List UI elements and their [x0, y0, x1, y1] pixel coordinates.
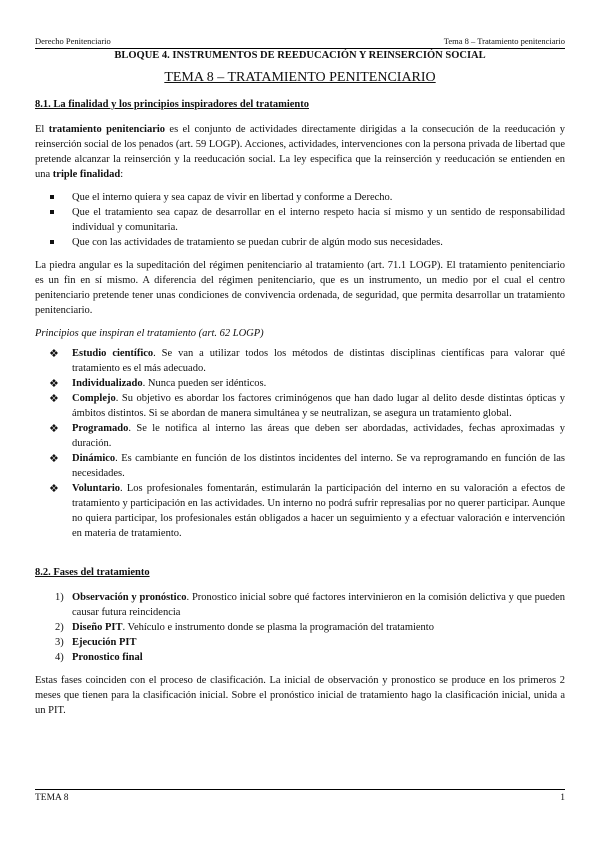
list-item: [35, 635, 565, 650]
list-item: [35, 481, 565, 541]
text-run: :: [120, 169, 124, 180]
diamond-bullet-icon: ❖: [49, 482, 59, 495]
finalidad-list: [35, 190, 565, 250]
bloque-heading: BLOQUE 4. INSTRUMENTOS DE REEDUCACIÓN Y REINSERCIÓN SOCIAL: [114, 50, 486, 61]
principio-name: Estudio científico: [72, 348, 154, 359]
tema-title: TEMA 8 – TRATAMIENTO PENITENCIARIO: [164, 70, 436, 85]
fases-list: [35, 590, 565, 665]
list-item: [35, 421, 565, 451]
principio-text: . Es cambiante en función de los distintos incidentes del interno. Se va reprogramando en función de las necesidades.: [72, 453, 565, 479]
page-footer: [35, 789, 565, 804]
list-item: [35, 346, 565, 376]
fase-name: Pronostico final: [72, 652, 143, 663]
item-number: 2): [55, 622, 64, 633]
diamond-bullet-icon: ❖: [49, 422, 59, 435]
fase-name: Observación y pronóstico: [72, 592, 187, 603]
principio-name: Individualizado: [72, 378, 143, 389]
fase-name: Diseño PIT: [72, 622, 123, 633]
text-run: es el conjunto de actividades directamente dirigidas a la consecución de la reeducación y reinserción social de los penados (art. 59 LOGP). Acciones, actividades, intervenciones con la persona privada de libertad que pretende alcanzar la reinserción y la reeducación social. La ley especifica que la reinserción y reeducación se entienden en una: [35, 124, 565, 180]
list-item: Que el interno quiera y sea capaz de vivir en libertad y conforme a Derecho.: [35, 190, 565, 205]
principio-name: Dinámico: [72, 453, 116, 464]
list-item: Que el tratamiento sea capaz de desarrollar en el interno respeto hacia sí mismo y un sentido de responsabilidad individual y comunitaria.: [35, 205, 565, 235]
section-heading-8-2: 8.2. Fases del tratamiento: [35, 567, 150, 578]
item-number: 1): [55, 592, 64, 603]
principio-name: Complejo: [72, 393, 116, 404]
list-item: Que con las actividades de tratamiento se puedan cubrir de algún modo sus necesidades.: [35, 235, 565, 250]
fase-text: . Pronostico inicial sobre qué factores intervinieron en la comisión delictiva y que pueden causar futura reincidencia: [72, 592, 565, 618]
list-item: [35, 620, 565, 635]
content: [35, 97, 565, 726]
diamond-bullet-icon: ❖: [49, 452, 59, 465]
principio-text: . Nunca pueden ser idénticos.: [142, 378, 267, 389]
page-number: 1: [560, 793, 565, 803]
paragraph-definicion: [35, 122, 565, 182]
list-item: [35, 650, 565, 665]
item-number: 4): [55, 652, 64, 663]
fase-text: . Vehículo e instrumento donde se plasma la programación del tratamiento: [122, 622, 434, 633]
diamond-bullet-icon: ❖: [49, 392, 59, 405]
header-right: Tema 8 – Tratamiento penitenciario: [443, 36, 565, 46]
paragraph-clasificacion: Estas fases coinciden con el proceso de clasificación. La inicial de observación y pronostico se produce en los primeros 2 meses que tienen para la clasificación inicial. Sobre el pronóstico inicial de tratamiento hago la clasificación inicial, unida a un PIT.: [35, 675, 565, 716]
bold-term: tratamiento penitenciario: [48, 124, 166, 135]
section-heading-8-1: 8.1. La finalidad y los principios inspiradores del tratamiento: [35, 99, 309, 110]
text-run: El: [35, 124, 49, 135]
list-item: [35, 376, 565, 391]
paragraph-piedra-angular: La piedra angular es la supeditación del régimen penitenciario al tratamiento (art. 71.1 LOGP). El tratamiento penitenciario es un fin en sí mismo. A diferencia del régimen penitenciario, que es un instrumento, un medio por el cual el centro penitenciario pretende tener unas condiciones de convivencia ordenada, de seguridad, que permita desarrollar un tratamiento penitenciario.: [35, 260, 565, 316]
running-header: [35, 36, 565, 49]
item-number: 3): [55, 637, 64, 648]
principio-text: . Los profesionales fomentarán, estimularán la participación del interno en su valoración a efectos de tratamiento y participación en las actividades. Un interno no podrá sufrir represalias por no querer participar. Aunque no quiera participar, los profesionales están obligados a hacer un seguimiento y a efectuar valoración e intervención en materia de tratamiento.: [72, 483, 565, 539]
principio-text: . Su objetivo es abordar los factores criminógenos que han dado lugar al delito desde distintas ópticas y ámbitos distintos. Si se abordan de manera simultánea y se neutralizan, se asegura un tratamiento global.: [72, 393, 565, 419]
list-item: [35, 391, 565, 421]
list-item: [35, 590, 565, 620]
principio-text: . Se van a utilizar todos los métodos de distintas disciplinas científicas para valorar qué tratamiento es el más adecuado.: [72, 348, 565, 374]
diamond-bullet-icon: ❖: [49, 347, 59, 360]
header-left: Derecho Penitenciario: [35, 36, 111, 46]
bold-term: triple finalidad: [52, 169, 121, 180]
principio-name: Voluntario: [72, 483, 121, 494]
footer-left: TEMA 8: [35, 793, 69, 803]
principio-text: . Se le notifica al interno las áreas que deben ser abordadas, actividades, fechas aproximadas y duración.: [72, 423, 565, 449]
diamond-bullet-icon: ❖: [49, 377, 59, 390]
principios-list: [35, 346, 565, 541]
fase-name: Ejecución PIT: [72, 637, 137, 648]
list-item: [35, 451, 565, 481]
principios-subtitle: Principios que inspiran el tratamiento (art. 62 LOGP): [35, 328, 264, 339]
principio-name: Programado: [72, 423, 129, 434]
